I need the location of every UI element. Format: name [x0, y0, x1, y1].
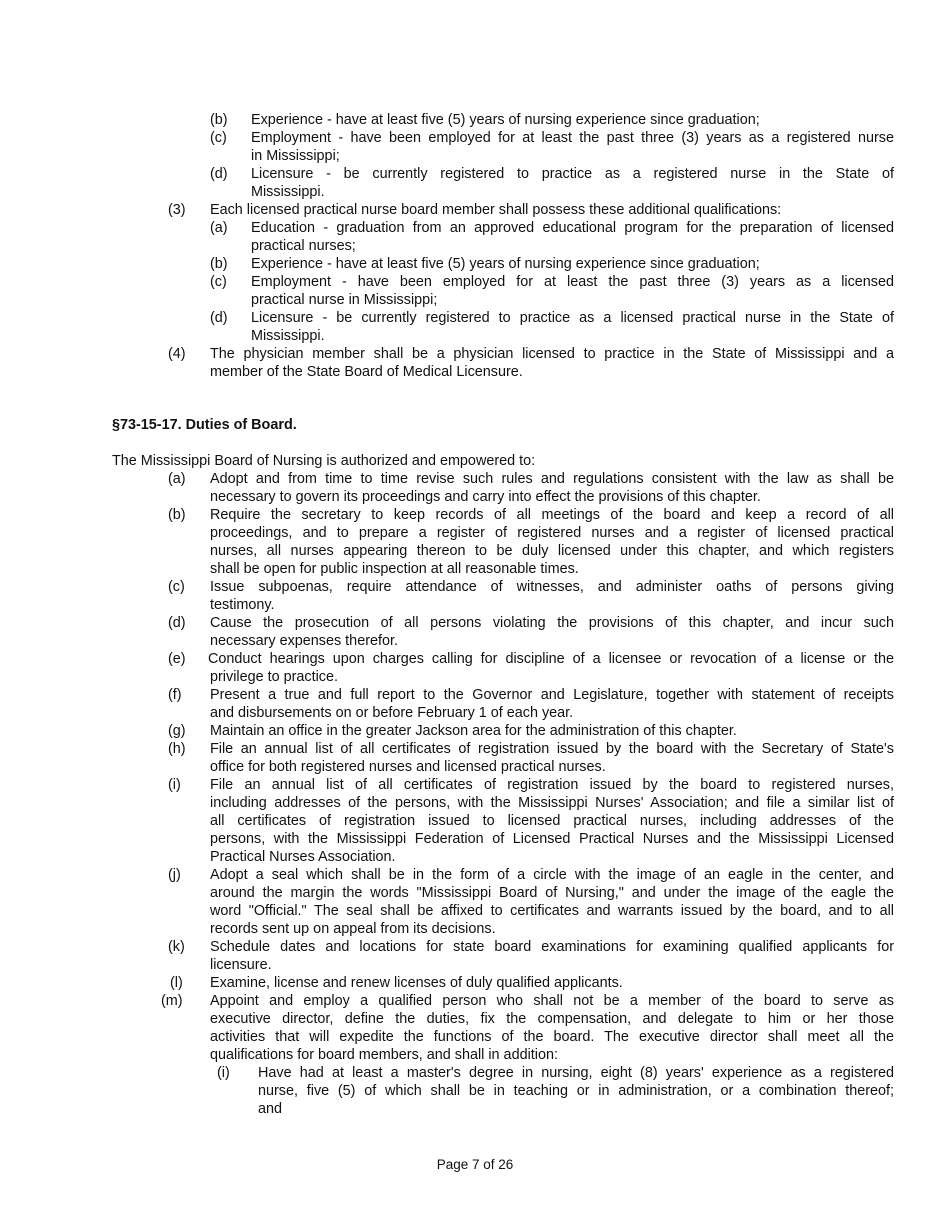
- duty-d-label: (d): [168, 615, 186, 631]
- duty-m-i-line2: nurse, five (5) of which shall be in teaching or in administration, or a combination thereof;: [258, 1083, 894, 1099]
- item-2d-label: (d): [210, 166, 228, 182]
- duty-m-line2: executive director, define the duties, fix the compensation, and delegate to him or her those: [210, 1011, 894, 1027]
- duty-c-line2: testimony.: [210, 597, 275, 613]
- duty-m-i-line3: and: [258, 1101, 283, 1117]
- item-3c-line1: Employment - have been employed for at least the past three (3) years as a licensed: [251, 274, 894, 290]
- item-3d-label: (d): [210, 310, 228, 326]
- duty-d-line2: necessary expenses therefor.: [210, 633, 398, 649]
- duty-i-line1: File an annual list of all certificates of registration issued by the board to registered nurses,: [210, 777, 894, 793]
- duty-e-line2: privilege to practice.: [210, 669, 338, 685]
- duty-f-line2: and disbursements on or before February 1 of each year.: [210, 705, 574, 721]
- duty-j-line3: word "Official." The seal shall be affixed to certificates and warrants issued by the board, and to all: [210, 903, 894, 919]
- duty-h-line2: office for both registered nurses and licensed practical nurses.: [210, 759, 606, 775]
- item-2d-line2: Mississippi.: [251, 184, 325, 200]
- duty-m-line4: qualifications for board members, and shall in addition:: [210, 1047, 558, 1063]
- duty-k-line2: licensure.: [210, 957, 272, 973]
- duty-i-label: (i): [168, 777, 181, 793]
- duty-i-line2: including addresses of the persons, with the Mississippi Nurses' Association; and file a similar list of: [210, 795, 894, 811]
- item-3a-label: (a): [210, 220, 228, 236]
- duty-e-line1: Conduct hearings upon charges calling for discipline of a licensee or revocation of a license or the: [208, 651, 894, 667]
- section-heading: §73-15-17. Duties of Board.: [112, 417, 297, 433]
- duty-a-line1: Adopt and from time to time revise such rules and regulations consistent with the law as shall be: [210, 471, 894, 487]
- duty-a-label: (a): [168, 471, 186, 487]
- duty-m-line3: activities that will expedite the functions of the board. The executive director shall meet all the: [210, 1029, 894, 1045]
- item-2b-text: Experience - have at least five (5) years of nursing experience since graduation;: [251, 112, 760, 128]
- item-3-text: Each licensed practical nurse board member shall possess these additional qualifications:: [210, 202, 782, 218]
- duty-m-i-label: (i): [217, 1065, 230, 1081]
- duty-l-label: (l): [170, 975, 183, 991]
- duty-e-label: (e): [168, 651, 186, 667]
- item-4-line1: The physician member shall be a physician licensed to practice in the State of Mississippi and a: [210, 346, 894, 362]
- duty-m-line1: Appoint and employ a qualified person who shall not be a member of the board to serve as: [210, 993, 894, 1009]
- duty-j-line2: around the margin the words "Mississippi Board of Nursing," and under the image of the eagle the: [210, 885, 894, 901]
- duty-c-line1: Issue subpoenas, require attendance of witnesses, and administer oaths of persons giving: [210, 579, 894, 595]
- intro-text: The Mississippi Board of Nursing is authorized and empowered to:: [112, 453, 536, 469]
- duty-l-text: Examine, license and renew licenses of duly qualified applicants.: [210, 975, 623, 991]
- item-3d-line2: Mississippi.: [251, 328, 325, 344]
- duty-i-line5: Practical Nurses Association.: [210, 849, 396, 865]
- duty-h-label: (h): [168, 741, 186, 757]
- item-2c-label: (c): [210, 130, 227, 146]
- duty-k-label: (k): [168, 939, 185, 955]
- duty-a-line2: necessary to govern its proceedings and carry into effect the provisions of this chapter.: [210, 489, 761, 505]
- duty-h-line1: File an annual list of all certificates of registration issued by the board with the Secretary of State's: [210, 741, 894, 757]
- item-3d-line1: Licensure - be currently registered to practice as a licensed practical nurse in the State of: [251, 310, 894, 326]
- duty-b-line1: Require the secretary to keep records of all meetings of the board and keep a record of all: [210, 507, 894, 523]
- item-3a-line1: Education - graduation from an approved educational program for the preparation of licensed: [251, 220, 894, 236]
- item-2d-line1: Licensure - be currently registered to practice as a registered nurse in the State of: [251, 166, 894, 182]
- duty-c-label: (c): [168, 579, 185, 595]
- duty-b-line4: shall be open for public inspection at all reasonable times.: [210, 561, 579, 577]
- duty-b-line2: proceedings, and to prepare a register of registered nurses and a register of licensed practical: [210, 525, 894, 541]
- duty-j-line4: records sent up on appeal from its decisions.: [210, 921, 496, 937]
- duty-j-line1: Adopt a seal which shall be in the form of a circle with the image of an eagle in the center, and: [210, 867, 894, 883]
- item-2c-line2: in Mississippi;: [251, 148, 340, 164]
- duty-b-label: (b): [168, 507, 186, 523]
- duty-i-line3: all certificates of registration issued to licensed practical nurses, including addresses of the: [210, 813, 894, 829]
- duty-k-line1: Schedule dates and locations for state board examinations for examining qualified applicants for: [210, 939, 894, 955]
- duty-d-line1: Cause the prosecution of all persons violating the provisions of this chapter, and incur such: [210, 615, 894, 631]
- duty-j-label: (j): [168, 867, 181, 883]
- item-3a-line2: practical nurses;: [251, 238, 356, 254]
- duty-f-line1: Present a true and full report to the Governor and Legislature, together with statement of receipts: [210, 687, 894, 703]
- duty-f-label: (f): [168, 687, 182, 703]
- item-2c-line1: Employment - have been employed for at least the past three (3) years as a registered nurse: [251, 130, 894, 146]
- item-3c-line2: practical nurse in Mississippi;: [251, 292, 438, 308]
- duty-g-text: Maintain an office in the greater Jackson area for the administration of this chapter.: [210, 723, 737, 739]
- item-2b-label: (b): [210, 112, 228, 128]
- page-number: Page 7 of 26: [436, 1157, 514, 1172]
- duty-m-label: (m): [161, 993, 183, 1009]
- item-4-label: (4): [168, 346, 186, 362]
- duty-i-line4: persons, with the Mississippi Federation of Licensed Practical Nurses and the Mississippi Licensed: [210, 831, 894, 847]
- item-4-line2: member of the State Board of Medical Licensure.: [210, 364, 523, 380]
- duty-m-i-line1: Have had at least a master's degree in nursing, eight (8) years' experience as a registered: [258, 1065, 894, 1081]
- item-3b-label: (b): [210, 256, 228, 272]
- duty-g-label: (g): [168, 723, 186, 739]
- item-3b-text: Experience - have at least five (5) years of nursing experience since graduation;: [251, 256, 760, 272]
- duty-b-line3: nurses, all nurses appearing thereon to be duly licensed under this chapter, and which registers: [210, 543, 894, 559]
- item-3c-label: (c): [210, 274, 227, 290]
- item-3-label: (3): [168, 202, 186, 218]
